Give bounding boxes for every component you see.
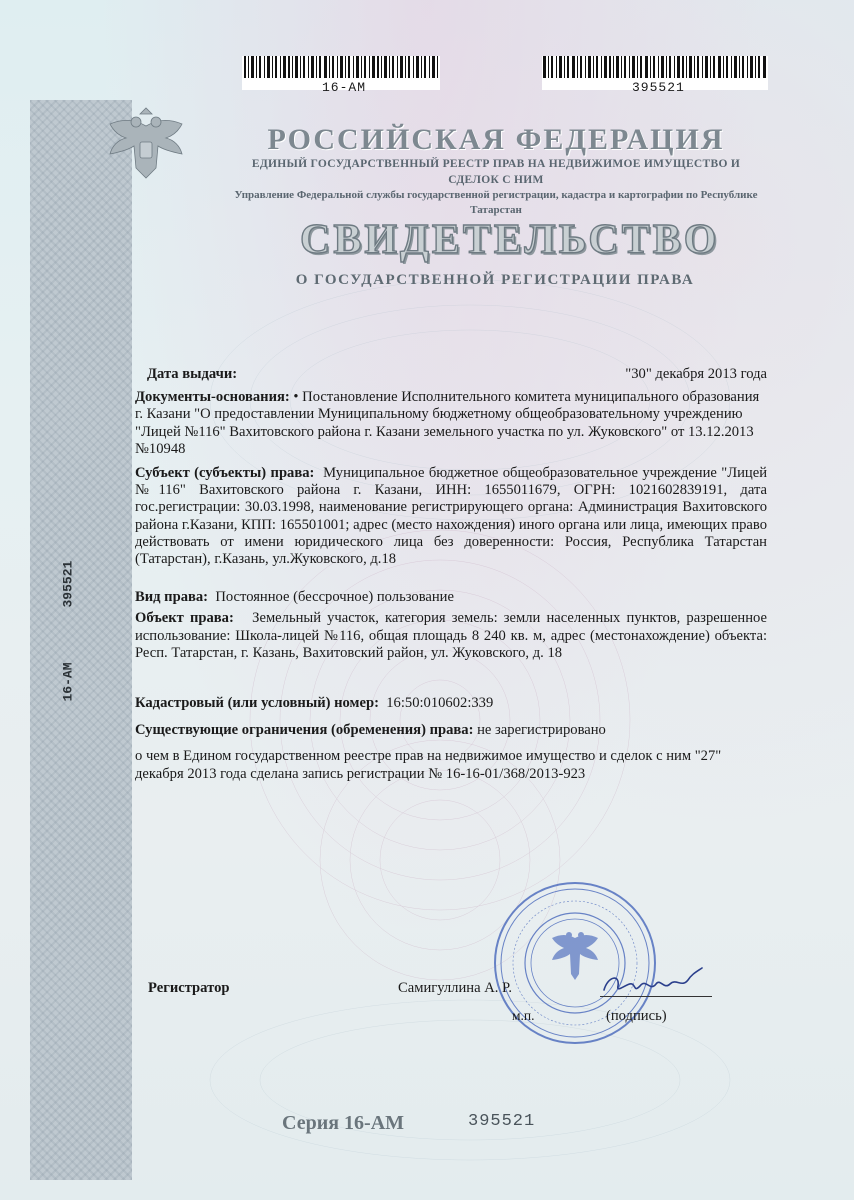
- documents-label: Документы-основания:: [135, 389, 290, 406]
- cadastral-block: [135, 695, 767, 712]
- registry-title: ЕДИНЫЙ ГОСУДАРСТВЕННЫЙ РЕЕСТР ПРАВ НА НЕДВИЖИМОЕ ИМУЩЕСТВО И СДЕЛОК С НИМ: [251, 158, 741, 186]
- decorative-border-strip: [30, 100, 132, 1180]
- coat-of-arms-emblem: [96, 106, 196, 196]
- restrictions-value: не зарегистрировано: [477, 722, 606, 739]
- barcode-right-bars: [542, 56, 768, 78]
- issue-date-row: [135, 366, 767, 383]
- restrictions-label: Существующие ограничения (обременения) права:: [135, 722, 474, 739]
- subject-value: Муниципальное бюджетное общеобразовательное учреждение "Лицей №116" Вахитовского района г. Казани, ИНН: 1655011679, ОГРН: 1021602839191, дата гос.регистрации: 30.03.1998, наименование регистрирующего органа: Администрация Вахитовского района г.Казани, КПП: 165501001; адрес (место нахождения) иного органа или лица, имеющих право действовать от имени юридического лица без доверенности: Россия, Республика Татарстан (Татарстан), г.Казань, ул.Жуковского, д.18: [135, 465, 767, 568]
- barcode-left-bars: [242, 56, 440, 78]
- barcode-right-label: 395521: [632, 80, 685, 95]
- footer-series-label: Серия 16-АМ: [282, 1112, 405, 1134]
- issue-date-value: "30" декабря 2013 года: [625, 366, 767, 382]
- certificate-header: [226, 124, 766, 218]
- stamp-place-label: м.п.: [512, 1008, 535, 1023]
- registrar-name: Самигуллина А. Р.: [398, 980, 512, 996]
- restrictions-block: [135, 722, 767, 739]
- object-block: [135, 610, 767, 662]
- barcode-left-label: 16-AM: [322, 80, 367, 95]
- object-label: Объект права:: [135, 610, 234, 627]
- issue-date-label: Дата выдачи:: [147, 366, 238, 382]
- cadastral-value: 16:50:010602:339: [386, 695, 494, 712]
- authority-title: Управление Федеральной службы государственной регистрации, кадастра и картографии по Республике Татарстан: [234, 189, 758, 216]
- right-type-label: Вид права:: [135, 589, 209, 606]
- subject-block: [135, 465, 767, 568]
- object-value: Земельный участок, категория земель: земли населенных пунктов, разрешенное использование: Школа-лицей №116, общая площадь 8 240 кв. м, адрес (местонахождение) объекта: Респ. Татарстан, г. Казань, Вахитовский район, ул. Жуковского, д. 18: [135, 610, 768, 661]
- certificate-title: СВИДЕТЕЛЬСТВО: [300, 217, 720, 263]
- cadastral-label: Кадастровый (или условный) номер:: [135, 695, 379, 712]
- registrar-label: Регистратор: [148, 980, 230, 996]
- record-text: о чем в Едином государственном реестре прав на недвижимое имущество и сделок с ним "27" декабря 2013 года сделана запись регистрации № 16-16-01/368/2013-923: [135, 748, 722, 782]
- right-type-block: [135, 589, 767, 606]
- signature-line: [600, 996, 712, 997]
- side-serial-number: [61, 588, 76, 608]
- country-title: РОССИЙСКАЯ ФЕДЕРАЦИЯ: [267, 123, 725, 156]
- signature-caption: (подпись): [606, 1008, 667, 1024]
- side-series-label: 16-АМ: [60, 662, 76, 702]
- subject-label: Субъект (субъекты) права:: [135, 465, 315, 482]
- documents-block: [135, 389, 767, 458]
- certificate-body: [135, 366, 767, 790]
- footer-series-number: 395521: [468, 1112, 536, 1131]
- certificate-subtitle: О ГОСУДАРСТВЕННОЙ РЕГИСТРАЦИИ ПРАВА: [295, 272, 695, 288]
- documents-value: • Постановление Исполнительного комитета муниципального образования г. Казани "О предоставлении Муниципальному бюджетному общеобразовательному учреждению "Лицей №116" Вахитовского района г. Казани земельного участка по ул. Жуковского" от 13.12.2013 №10948: [135, 389, 760, 457]
- right-type-value: Постоянное (бессрочное) пользование: [215, 589, 454, 606]
